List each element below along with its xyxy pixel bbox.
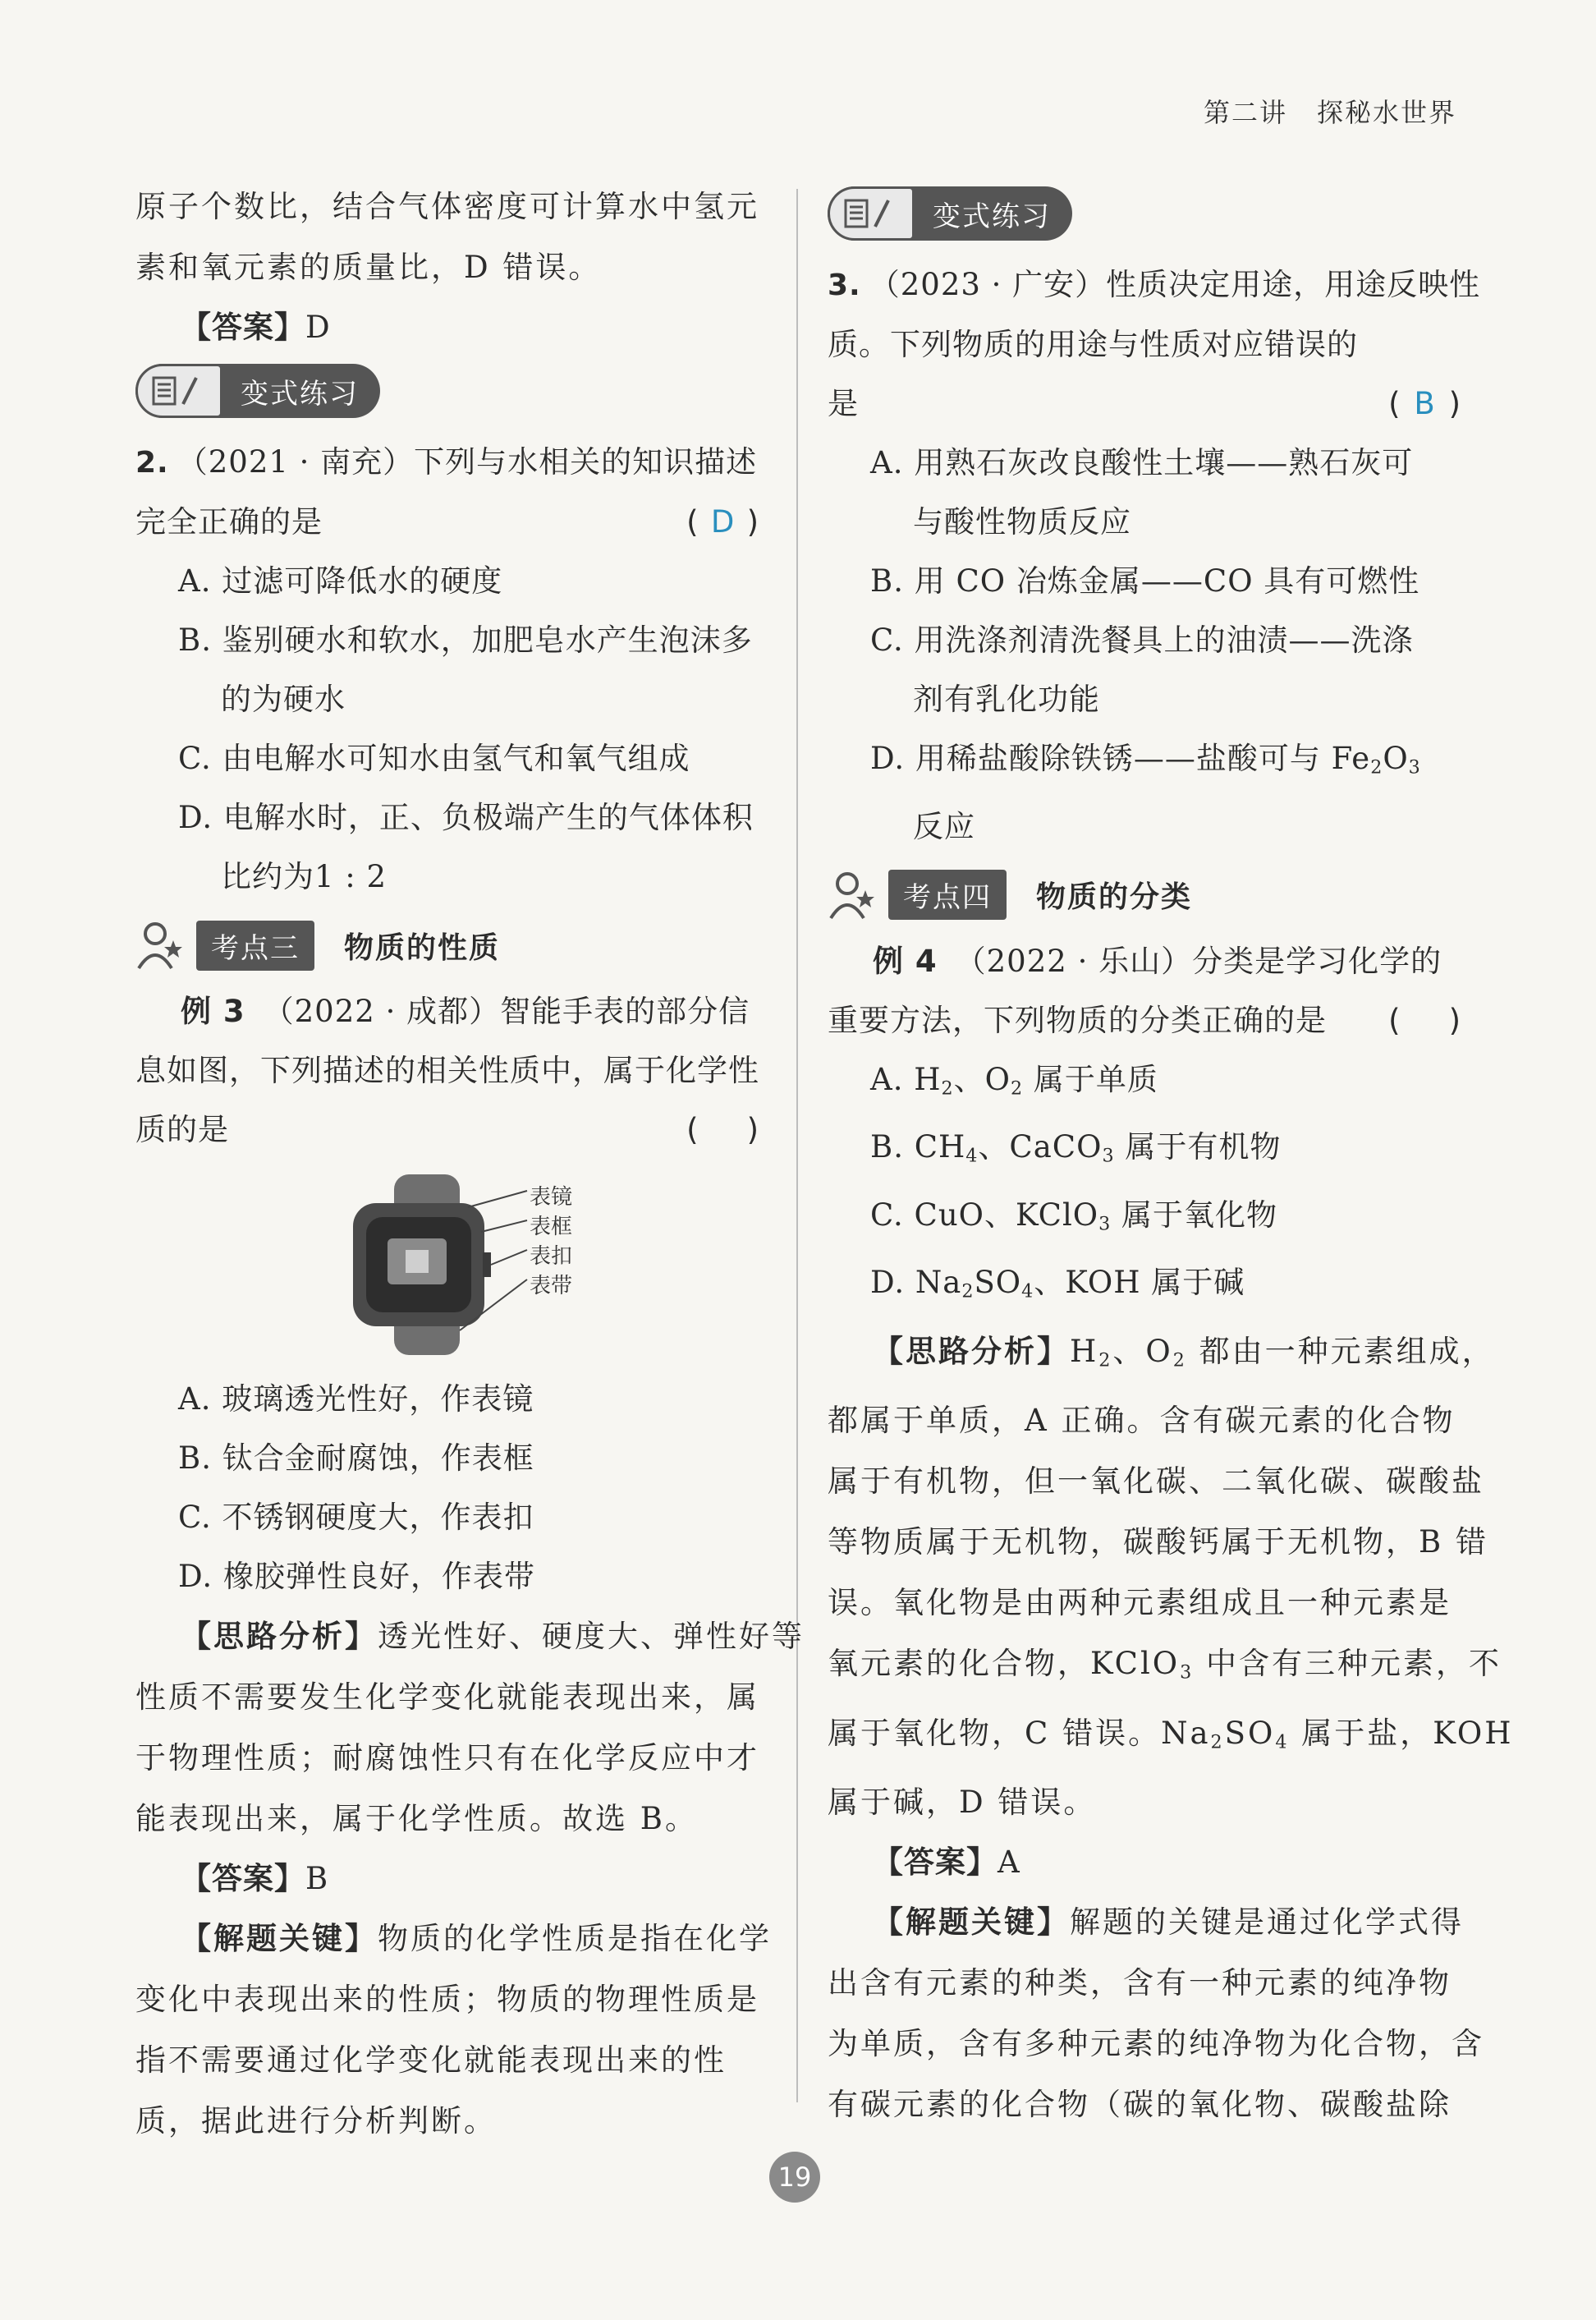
q3-sub: 2	[1370, 756, 1383, 779]
ex3-key-1	[135, 1909, 772, 1969]
ex3-analysis-1	[135, 1606, 805, 1667]
watch-labels	[530, 1183, 572, 1301]
ex3-analysis-2: 性质不需要发生化学变化就能表现出来，属	[135, 1679, 759, 1715]
q2-option-c: C. 由电解水可知水由氢气和氧气组成	[178, 741, 690, 776]
q3-option-d	[828, 729, 1461, 797]
ex4-stem-2	[828, 991, 1461, 1050]
ex4-analysis-6: 氧元素的化合物，KClO$_3$ 中含有三种元素，不	[828, 1646, 1502, 1684]
q2-option-b: B. 鉴别硬水和软水，加肥皂水产生泡沫多	[178, 622, 753, 658]
answer-1	[135, 298, 759, 357]
label-bezel-glass: 表镜	[530, 1185, 573, 1210]
ex4-analysis-2: 都属于单质，A 正确。含有碳元素的化合物	[828, 1403, 1456, 1439]
q3-stem-3	[828, 374, 1461, 434]
person-star-icon	[828, 869, 877, 921]
person-star-icon	[135, 919, 185, 972]
q2-answer-bracket: ( D )	[686, 493, 759, 552]
q2-option-d-cont: 比约为1 : 2	[221, 859, 388, 894]
ex4-analysis-1: 【思路分析】$H_2$、$O_2$ 都由一种元素组成，	[873, 1333, 1495, 1371]
answer-tag: 【答案】	[873, 1845, 998, 1881]
q2-text-2: 完全正确的是	[135, 504, 323, 540]
q2-number: 2.	[135, 446, 169, 480]
left-column	[135, 177, 805, 2152]
ex4-stem-1	[828, 932, 1461, 991]
kp4-title: 物质的分类	[1036, 880, 1193, 915]
kp3-title: 物质的性质	[344, 930, 501, 965]
ex4-text: （2022 · 乐山）分类是学习化学的	[955, 943, 1442, 979]
ex3-text: （2022 · 成都）智能手表的部分信	[263, 994, 750, 1029]
ex3-key-3: 指不需要通过化学变化就能表现出来的性	[135, 2042, 727, 2078]
page-header	[1204, 92, 1456, 130]
q3-answer: B	[1414, 386, 1436, 421]
ex4-analysis-5: 误。氧化物是由两种元素组成且一种元素是	[828, 1585, 1452, 1621]
variant-practice-banner-2	[828, 186, 1072, 241]
ex4-option-c: C. CuO、KClO$_3$ 属于氧化物	[870, 1197, 1278, 1235]
ex4-analysis-4: 等物质属于无机物，碳酸钙属于无机物，B 错	[828, 1524, 1488, 1560]
ex3-option-a: A. 玻璃透光性好，作表镜	[178, 1381, 534, 1417]
q2-answer: D	[710, 504, 736, 540]
q3-option-b: B. 用 CO 冶炼金属——CO 具有可燃性	[870, 563, 1420, 599]
smart-watch-figure	[337, 1174, 599, 1355]
key-text: 解题的关键是通过化学式得	[1070, 1904, 1464, 1941]
variant-practice-banner	[135, 364, 380, 418]
answer-tag: 【答案】	[181, 310, 305, 345]
q2-option-b-cont: 的为硬水	[221, 682, 346, 717]
ex3-label: 例 3	[181, 994, 245, 1029]
q3-option-c-cont: 剂有乳化功能	[913, 682, 1100, 717]
q2-option-a: A. 过滤可降低水的硬度	[178, 563, 503, 599]
knowledge-point-4	[828, 865, 1461, 926]
book-pen-icon	[135, 364, 222, 418]
q3-text-3: 是	[828, 386, 859, 421]
intro-line-1: 原子个数比，结合气体密度可计算水中氢元	[135, 189, 759, 224]
label-frame: 表框	[530, 1215, 573, 1239]
q2-text: （2021 · 南充）下列与水相关的知识描述	[177, 444, 758, 480]
ex4-key-1	[828, 1892, 1464, 1953]
key-text: 物质的化学性质是指在化学	[378, 1921, 772, 1956]
q3-stem-2: 质。下列物质的用途与性质对应错误的	[828, 327, 1358, 362]
ex4-analysis-7: 属于氧化物，C 错误。$Na_2SO_4$ 属于盐，KOH	[828, 1715, 1514, 1753]
ex3-stem-3	[135, 1100, 759, 1160]
q3-option-a-cont: 与酸性物质反应	[913, 504, 1131, 540]
ex4-analysis-3: 属于有机物，但一氧化碳、二氧化碳、碳酸盐	[828, 1463, 1484, 1500]
ex4-answer-bracket: ( )	[1388, 1002, 1461, 1038]
ex4-key-3: 为单质，含有多种元素的纯净物为化合物，含	[828, 2026, 1484, 2062]
ex3-answer	[135, 1849, 759, 1909]
ex3-key-4: 质，据此进行分析判断。	[135, 2103, 497, 2139]
analysis-tag: 【思路分析】	[873, 1333, 1070, 1369]
kp3-tag: 考点三	[196, 921, 314, 971]
intro-line-2: 素和氧元素的质量比，D 错误。	[135, 250, 602, 285]
ex3-stem-1	[135, 982, 759, 1041]
column-divider	[796, 189, 798, 2102]
q3-answer-bracket: ( B )	[1388, 374, 1461, 434]
ex3-text-3: 质的是	[135, 1112, 229, 1147]
ex4-option-b: B. $CH_4$、CaCO$_3$ 属于有机物	[870, 1129, 1282, 1167]
q3-option-d-text: D. 用稀盐酸除铁锈——盐酸可与 Fe	[870, 741, 1371, 776]
chapter-label: 第二讲	[1203, 97, 1287, 128]
q2-stem-2	[135, 493, 759, 552]
analysis-tag: 【思路分析】	[181, 1619, 378, 1654]
ex3-stem-2: 息如图，下列描述的相关性质中，属于化学性	[135, 1053, 759, 1088]
banner-title: 变式练习	[241, 377, 359, 411]
ex4-text-2: 重要方法，下列物质的分类正确的是	[828, 1002, 1327, 1038]
ex4-key-4: 有碳元素的化合物（碳的氧化物、碳酸盐除	[828, 2087, 1452, 2123]
q3-text: （2023 · 广安）性质决定用途，用途反映性	[869, 267, 1481, 302]
key-tag: 【解题关键】	[873, 1904, 1070, 1941]
ex3-option-b: B. 钛合金耐腐蚀，作表框	[178, 1440, 534, 1476]
ex3-analysis-3: 于物理性质；耐腐蚀性只有在化学反应中才	[135, 1740, 759, 1776]
q2-stem-1	[135, 433, 759, 493]
answer-value: A	[998, 1845, 1020, 1881]
q3-option-a: A. 用熟石灰改良酸性土壤——熟石灰可	[870, 445, 1414, 480]
q3-option-c: C. 用洗涤剂清洗餐具上的油渍——洗涤	[870, 622, 1414, 658]
ex4-label: 例 4	[873, 943, 938, 979]
answer-value: D	[305, 310, 331, 345]
chapter-title: 探秘水世界	[1316, 97, 1456, 128]
key-tag: 【解题关键】	[181, 1921, 378, 1956]
knowledge-point-3	[135, 915, 759, 976]
q3-stem-1	[828, 255, 1481, 315]
ex3-answer-bracket: ( )	[686, 1112, 759, 1147]
page-number: 19	[769, 2152, 820, 2203]
book-pen-icon	[828, 186, 915, 241]
smart-watch-image	[337, 1174, 534, 1355]
banner-title: 变式练习	[933, 200, 1051, 233]
q3-sub: 3	[1408, 756, 1421, 779]
ex3-key-2: 变化中表现出来的性质；物质的物理性质是	[135, 1982, 759, 2017]
ex4-option-a: A. $H_2$、$O_2$ 属于单质	[870, 1061, 1158, 1100]
kp4-tag: 考点四	[888, 870, 1007, 920]
q3-oxygen: O	[1383, 741, 1409, 776]
analysis-text: 透光性好、硬度大、弹性好等	[378, 1619, 805, 1654]
ex3-analysis-4: 能表现出来，属于化学性质。故选 B。	[135, 1801, 698, 1836]
ex4-analysis-8: 属于碱，D 错误。	[828, 1785, 1097, 1821]
ex4-option-d: D. $Na_2SO_4$、KOH 属于碱	[870, 1265, 1245, 1302]
ex3-option-d: D. 橡胶弹性良好，作表带	[178, 1559, 535, 1594]
label-buckle: 表扣	[530, 1244, 573, 1269]
label-strap: 表带	[530, 1274, 573, 1298]
q2-option-d: D. 电解水时，正、负极端产生的气体体积	[178, 800, 754, 835]
ex4-answer	[828, 1833, 1461, 1892]
answer-tag: 【答案】	[181, 1861, 305, 1896]
right-column	[828, 177, 1514, 2135]
q3-option-d-cont: 反应	[913, 808, 975, 844]
answer-value: B	[305, 1861, 329, 1896]
ex3-option-c: C. 不锈钢硬度大，作表扣	[178, 1500, 534, 1535]
q3-number: 3.	[828, 269, 861, 302]
ex4-key-2: 出含有元素的种类，含有一种元素的纯净物	[828, 1965, 1452, 2001]
